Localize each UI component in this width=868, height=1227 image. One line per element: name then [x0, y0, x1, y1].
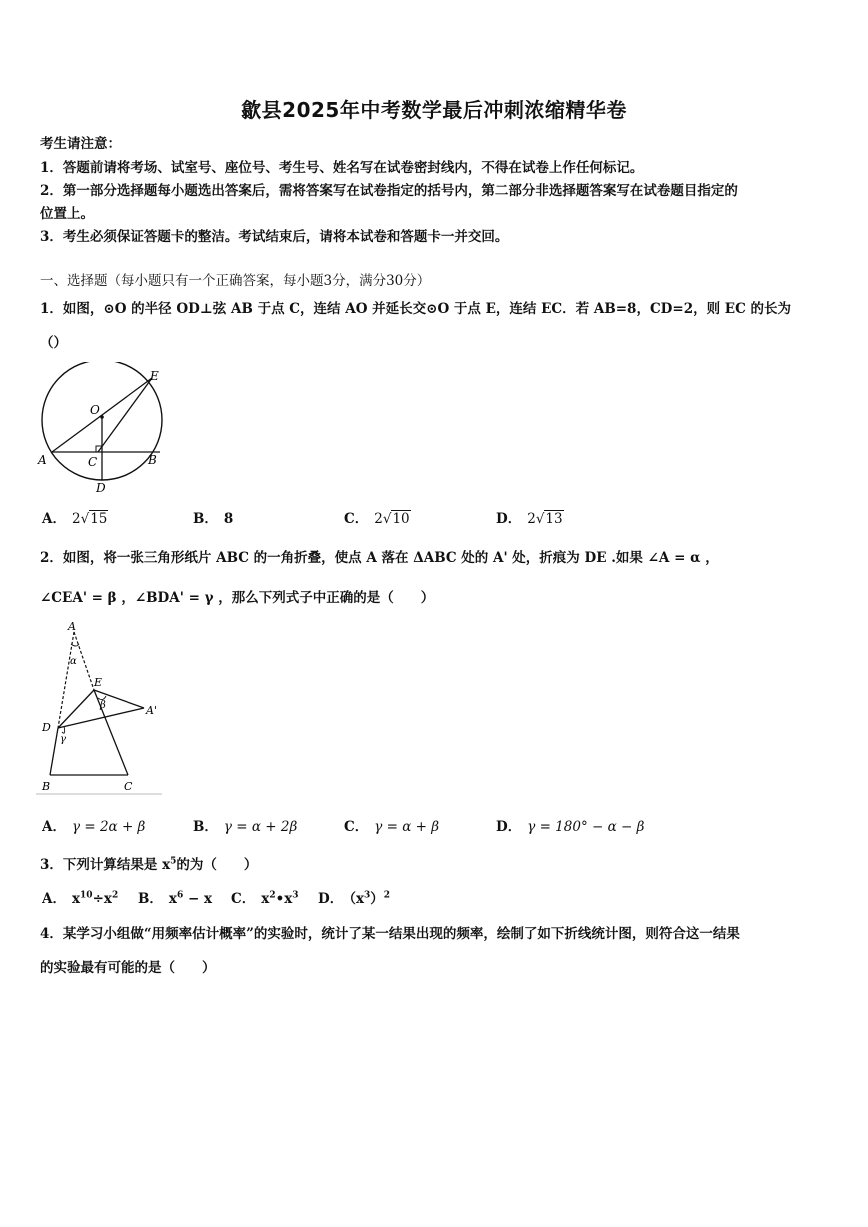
option-base: x [203, 891, 213, 907]
option-text: 8 [223, 511, 234, 527]
option-key: D． [496, 511, 522, 527]
q1-option-a[interactable]: A． 2√15 [42, 511, 108, 527]
option-operator: − [183, 891, 204, 907]
page-title: 歙县2025年中考数学最后冲刺浓缩精华卷 [241, 98, 627, 122]
option-key: A． [42, 511, 66, 527]
option-base: （x [349, 891, 365, 907]
q3-option-b[interactable] [138, 887, 212, 907]
option-operator: ） [370, 891, 384, 907]
q2-label-A: A [68, 620, 76, 633]
q1-label-C: C [88, 455, 98, 469]
q2-stem: 2．如图，将一张三角形纸片 ABC 的一角折叠，使点 A 落在 ΔABC 处的 A' 处，折痕为 DE .如果 ∠A = α ， [40, 550, 719, 566]
option-coef: 2 [71, 511, 81, 527]
option-exponent: 3 [364, 890, 371, 901]
notice-item: 位置上。 [40, 206, 94, 222]
q1-label-D: D [96, 481, 106, 495]
q1-option-b[interactable] [193, 507, 233, 527]
q2-label-gamma: γ [60, 734, 66, 745]
q2-stem-cont: ∠CEA' = β ，∠BDA' = γ ，那么下列式子中正确的是（ ） [40, 590, 435, 606]
q3-option-d[interactable] [318, 887, 390, 907]
option-exponent: 6 [176, 890, 184, 901]
option-key: C． [344, 511, 369, 527]
q4-stem-cont: 的实验最有可能的是（ ） [40, 960, 216, 976]
option-exponent: 2 [269, 890, 276, 901]
notice-heading: 考生请注意： [40, 136, 121, 152]
q1-label-O: O [90, 403, 100, 417]
section-heading: 一、选择题（每小题只有一个正确答案，每小题3分，满分30分） [40, 273, 431, 289]
q1-label-B: B [148, 453, 157, 467]
notice-item: 3．考生必须保证答题卡的整洁。考试结束后，请将本试卷和答题卡一并交回。 [40, 229, 509, 245]
q3-stem-prefix: 3．下列计算结果是 x [40, 857, 171, 873]
q2-label-A-prime: A' [146, 704, 157, 717]
option-key: C． [344, 819, 369, 835]
q1-stem-cont: （） [40, 335, 67, 351]
option-coef: 2 [527, 511, 536, 527]
q1-option-d[interactable]: D． 2√13 [496, 511, 563, 527]
option-key: B． [193, 819, 218, 835]
q1-option-c[interactable]: C． 2√10 [344, 511, 410, 527]
q1-label-E: E [150, 369, 159, 383]
option-key: D． [496, 819, 522, 835]
option-formula: γ = 2α + β [71, 819, 146, 835]
q3-option-a[interactable] [42, 887, 118, 907]
option-key: C． [231, 891, 256, 907]
option-operator: ÷ [92, 891, 104, 907]
q4-stem: 4．某学习小组做“用频率估计概率”的实验时，统计了某一结果出现的频率，绘制了如下折线统计图，则符合这一结果 [40, 926, 740, 942]
option-base: x [168, 891, 177, 907]
option-base: x [284, 891, 293, 907]
option-key: A． [42, 891, 66, 907]
notice-item: 2．第一部分选择题每小题选出答案后，需将答案写在试卷指定的括号内，第二部分非选择题答案写在试卷题目指定的 [40, 183, 738, 199]
q2-option-b[interactable] [193, 815, 297, 835]
q1-stem: 1．如图，⊙O 的半径 OD⊥弦 AB 于点 C，连结 AO 并延长交⊙O 于点 E，连结 EC．若 AB=8，CD=2，则 EC 的长为 [40, 301, 792, 317]
option-exponent: 2 [383, 890, 391, 901]
q3-stem [40, 853, 257, 873]
q2-option-c[interactable] [344, 815, 439, 835]
option-key: D． [318, 891, 344, 907]
q3-stem-suffix: 的为（ ） [176, 857, 258, 873]
option-key: B． [138, 891, 163, 907]
q1-label-A: A [38, 453, 47, 467]
option-formula: γ = α + 2β [223, 819, 298, 835]
q2-option-d[interactable] [496, 815, 644, 835]
option-radicand: 15 [90, 511, 108, 527]
q3-option-c[interactable] [231, 887, 299, 907]
q3-stem-exponent: 5 [170, 856, 177, 867]
option-exponent: 3 [292, 890, 299, 901]
q2-label-beta: β [100, 700, 106, 711]
option-coef: 2 [374, 511, 383, 527]
q2-label-B: B [42, 780, 51, 793]
q2-label-D: D [42, 721, 51, 734]
q1-circle-figure [36, 362, 172, 496]
option-formula: γ = α + β [374, 819, 440, 835]
notice-item: 1．答题前请将考场、试室号、座位号、考生号、姓名写在试卷密封线内，不得在试卷上作任何标记。 [40, 160, 644, 176]
option-operator: • [275, 891, 285, 907]
option-base: x [103, 891, 112, 907]
option-key: A． [42, 819, 66, 835]
option-base: x [71, 891, 81, 907]
q2-fold-figure [36, 618, 172, 798]
q2-label-C: C [124, 780, 133, 793]
q2-label-E: E [94, 676, 103, 689]
option-formula: γ = 180° − α − β [527, 819, 645, 835]
option-exponent: 2 [111, 890, 119, 901]
option-radicand: 13 [545, 511, 563, 527]
option-key: B． [193, 511, 218, 527]
option-base: x [261, 891, 270, 907]
q2-option-a[interactable] [42, 815, 145, 835]
q2-label-alpha: α [70, 656, 77, 667]
option-exponent: 10 [80, 890, 93, 901]
option-radicand: 10 [392, 511, 410, 527]
